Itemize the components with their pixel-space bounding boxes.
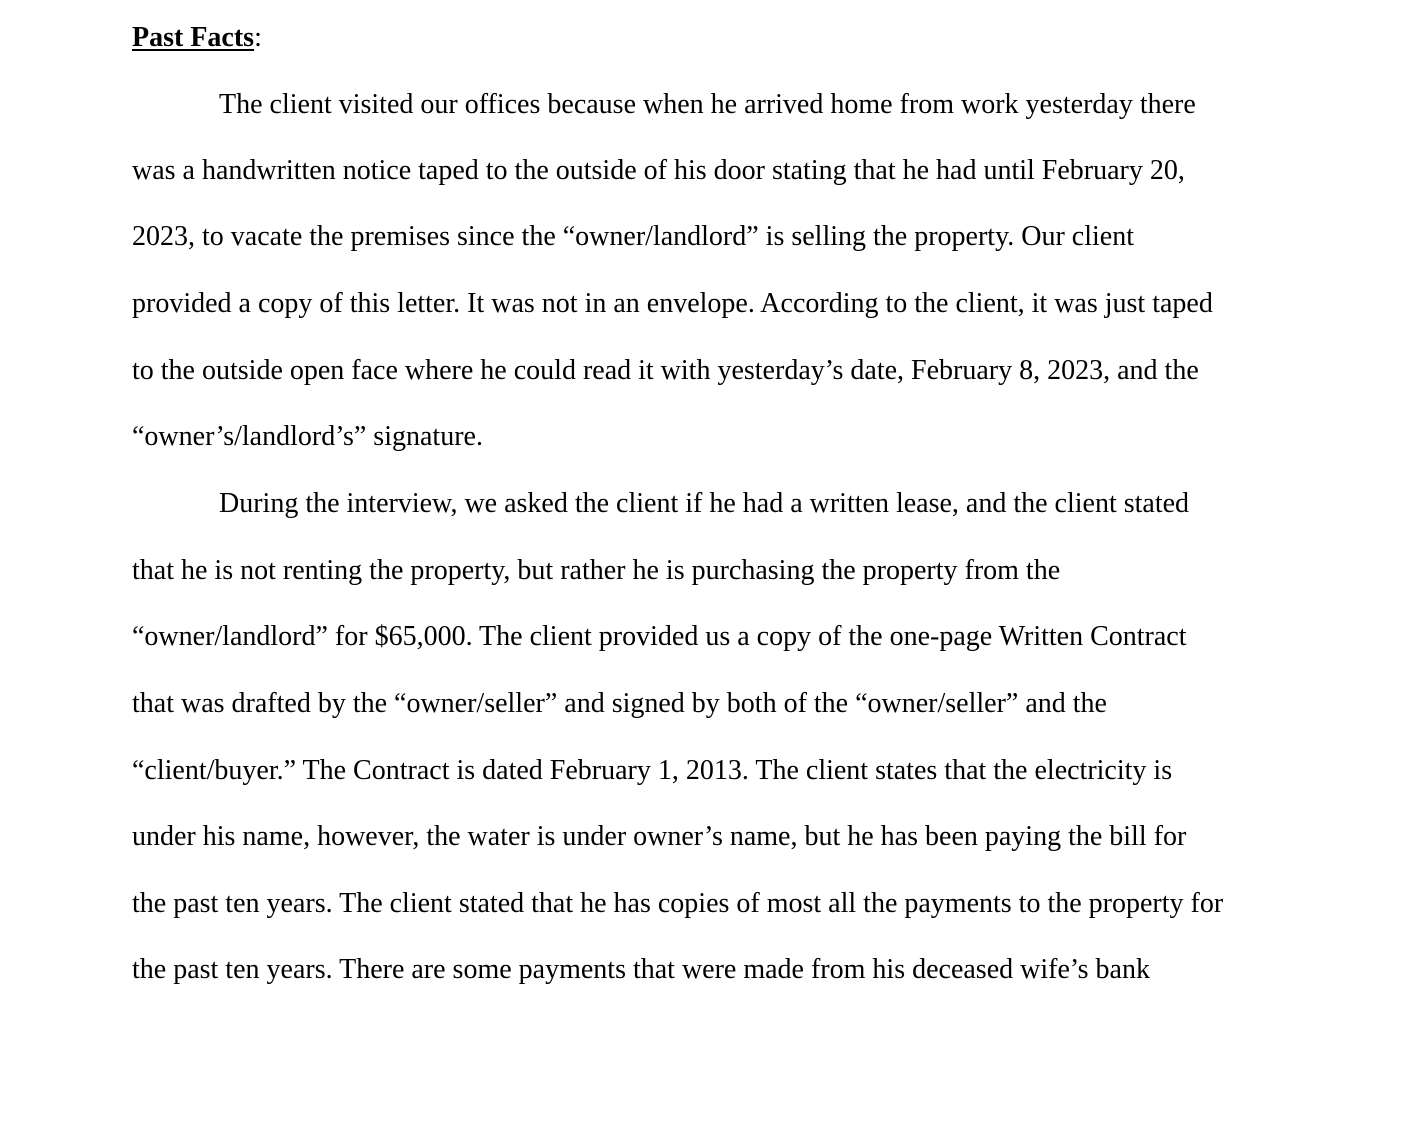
paragraph-2-line-2: that he is not renting the property, but rather he is purchasing the property from the [132,555,1061,586]
paragraph-1-line-3: 2023, to vacate the premises since the “owner/landlord” is selling the property. Our client [132,221,1134,252]
paragraph-2-line-1: During the interview, we asked the client if he had a written lease, and the client stated [219,488,1190,519]
paragraph-2-line-5: “client/buyer.” The Contract is dated February 1, 2013. The client states that the electricity is [132,755,1173,786]
section-heading [132,18,262,58]
paragraph-1-line-1: The client visited our offices because when he arrived home from work yesterday there [219,89,1196,120]
heading-colon: : [254,22,262,53]
paragraph-1-line-2: was a handwritten notice taped to the outside of his door stating that he had until February 20, [132,155,1185,186]
paragraph-2-line-8: the past ten years. There are some payments that were made from his deceased wife’s bank [132,954,1150,985]
heading-label: Past Facts [132,22,255,53]
paragraph-2-line-6: under his name, however, the water is under owner’s name, but he has been paying the bill for [132,821,1187,852]
paragraph-1-line-5: to the outside open face where he could read it with yesterday’s date, February 8, 2023, and the [132,355,1199,386]
paragraph-2-line-3: “owner/landlord” for $65,000. The client provided us a copy of the one-page Written Contract [132,621,1187,652]
paragraph-1-line-4: provided a copy of this letter. It was not in an envelope. According to the client, it was just taped [132,288,1213,319]
paragraph-2-line-4: that was drafted by the “owner/seller” and signed by both of the “owner/seller” and the [132,688,1107,719]
paragraph-2-line-7: the past ten years. The client stated that he has copies of most all the payments to the property for [132,888,1224,919]
paragraph-1-line-6: “owner’s/landlord’s” signature. [132,421,483,452]
